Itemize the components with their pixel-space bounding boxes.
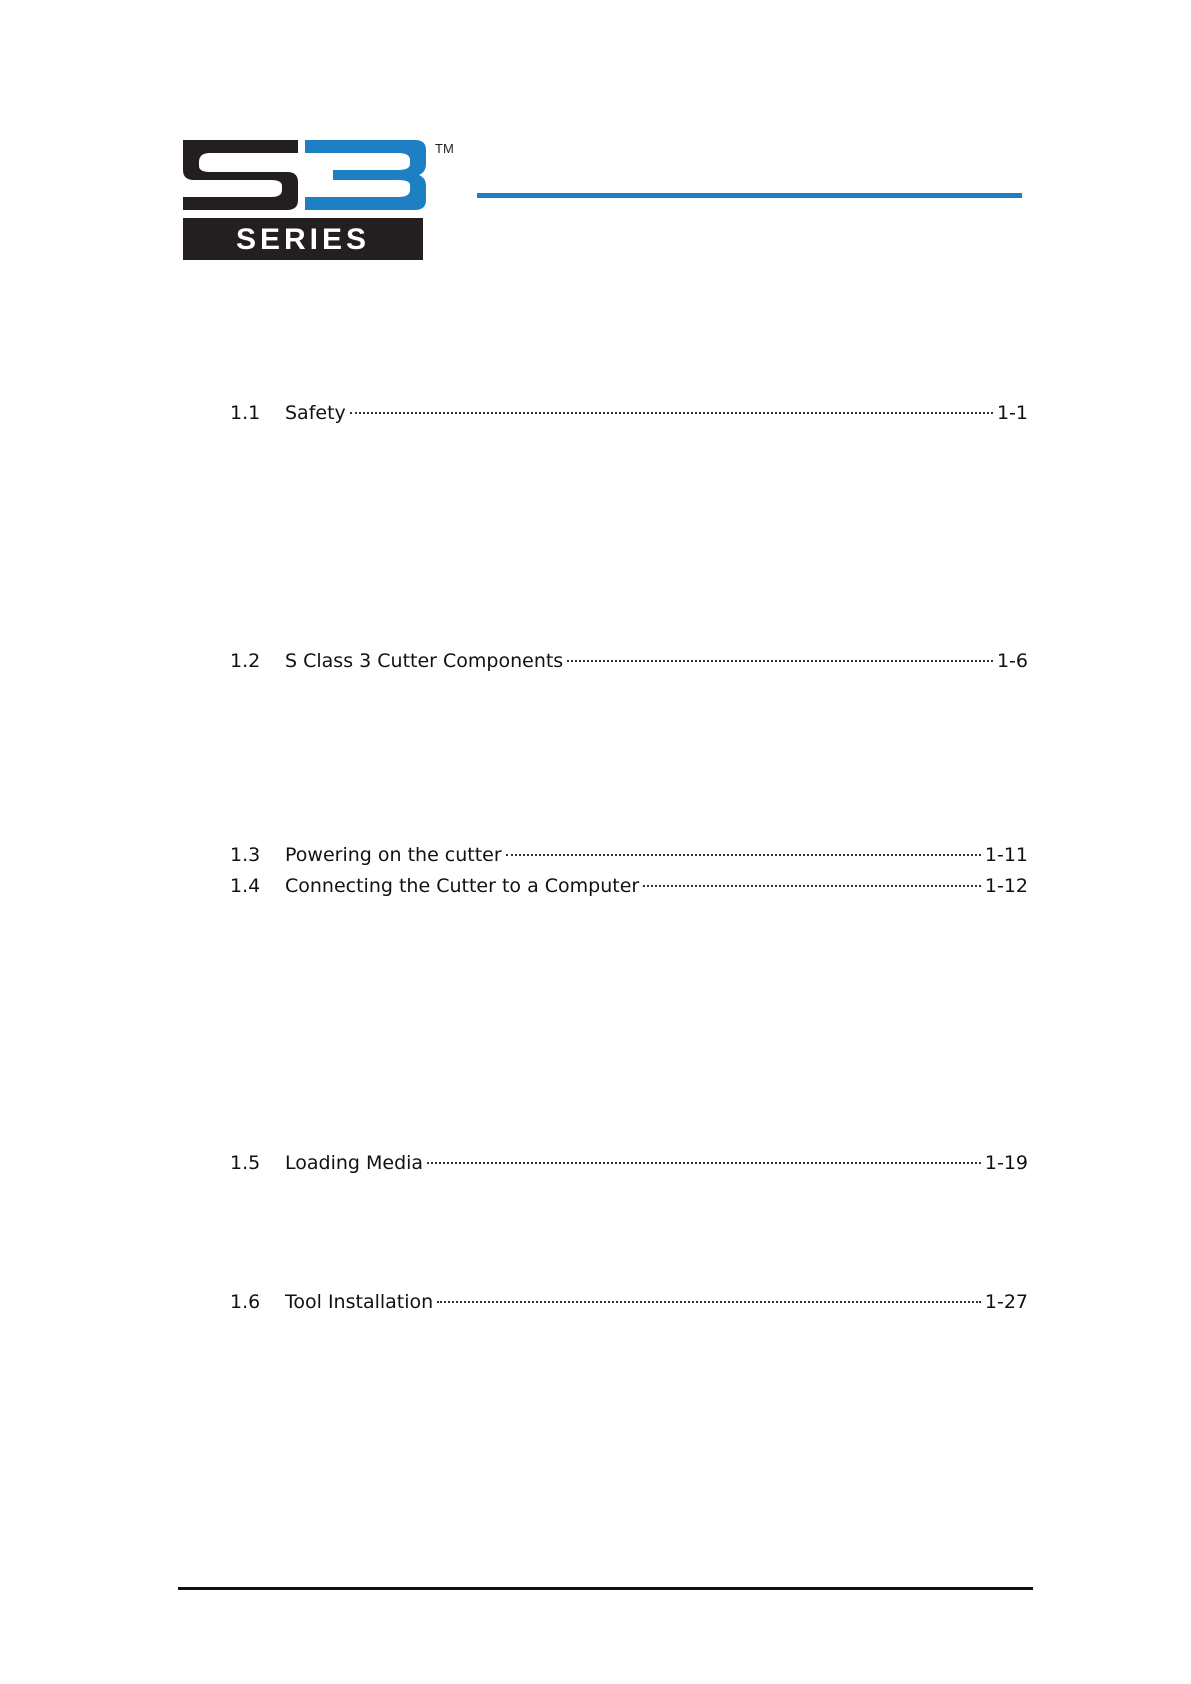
toc-page-number: 1-11 [984, 844, 1028, 866]
toc-dot-leader [506, 854, 981, 856]
toc-entry-1-1[interactable] [230, 398, 1028, 428]
logo-three-shape [305, 140, 426, 210]
toc-entry-1-2[interactable] [230, 646, 1028, 676]
toc-number: 1.5 [230, 1152, 261, 1174]
toc-title: Safety [285, 402, 346, 424]
toc-number: 1.2 [230, 650, 261, 672]
toc-page-number: 1-27 [984, 1291, 1028, 1313]
toc-number: 1.3 [230, 844, 261, 866]
header-accent-rule [477, 193, 1022, 198]
footer-rule [178, 1587, 1033, 1590]
toc-entry-1-6[interactable] [230, 1287, 1028, 1317]
s3-series-logo [183, 140, 473, 268]
toc-entry-1-3[interactable] [230, 840, 1028, 870]
toc-page-number: 1-19 [984, 1152, 1028, 1174]
toc-dot-leader [437, 1301, 981, 1303]
toc-title: Powering on the cutter [285, 844, 502, 866]
toc-dot-leader [350, 412, 993, 414]
toc-title: Loading Media [285, 1152, 424, 1174]
toc-title: Tool Installation [285, 1291, 434, 1313]
toc-entry-1-5[interactable] [230, 1148, 1028, 1178]
toc-dot-leader [567, 660, 993, 662]
toc-dot-leader [643, 885, 981, 887]
toc-page-number: 1-1 [996, 402, 1028, 424]
toc-dot-leader [427, 1162, 981, 1164]
logo-tm: TM [435, 141, 454, 156]
logo-series-text: SERIES [235, 223, 371, 256]
toc-title: S Class 3 Cutter Components [285, 650, 564, 672]
toc-page-number: 1-12 [984, 875, 1028, 897]
toc-number: 1.1 [230, 402, 261, 424]
toc-entry-1-4[interactable] [230, 871, 1028, 901]
toc-page-number: 1-6 [996, 650, 1028, 672]
toc-title: Connecting the Cutter to a Computer [285, 875, 640, 897]
toc-number: 1.6 [230, 1291, 261, 1313]
toc-number: 1.4 [230, 875, 261, 897]
logo-s-shape [183, 140, 298, 210]
